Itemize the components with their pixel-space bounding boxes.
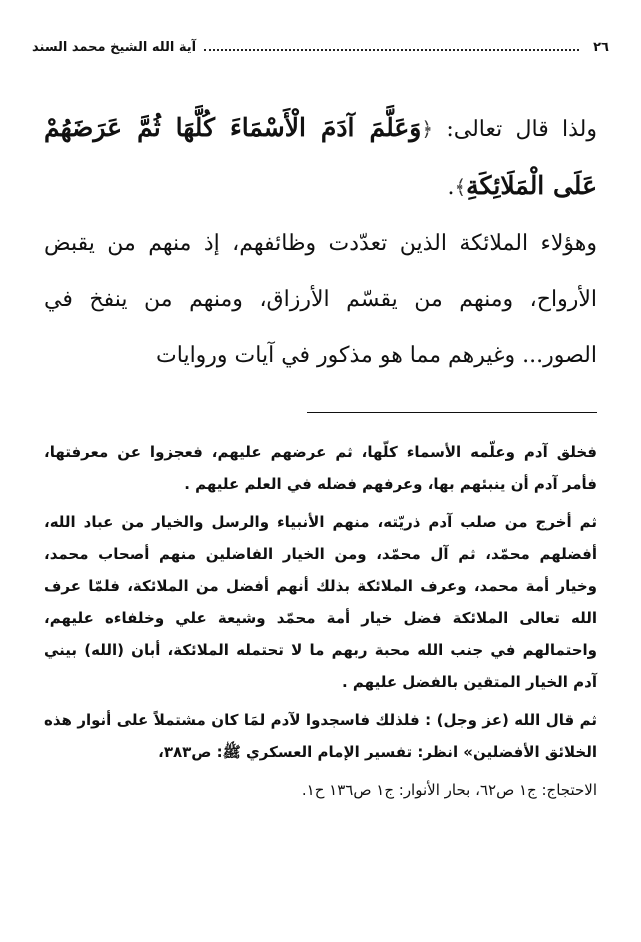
- footnote-separator: [307, 412, 597, 413]
- footnote: [44, 436, 597, 812]
- body-paragraph: وهؤلاء الملائكة الذين تعدّدت وظائفهم، إذ منهم من يقبض الأرواح، ومنهم من يقسّم الأرزاق، ومنهم من ينفخ في الصور... وغيرهم مما هو مذكور في آيات وروايات: [44, 231, 597, 368]
- footnote-paragraph-1: فخلق آدم وعلّمه الأسماء كلّها، ثم عرضهم عليهم، فعجزوا عن معرفتها، فأمر آدم أن ينبئهم بها، وعرفهم فضله في العلم عليهم .: [44, 443, 597, 493]
- footnote-paragraph-2: ثم أخرج من صلب آدم ذريّته، منهم الأنبياء والرسل والخيار من عباد الله، أفضلهم محمّد، ثم آل محمّد، ومن الخيار الفاضلين منهم أصحاب محمد، وخيار أمة محمد، وعرف الملائكة بذلك أنهم أفضل من الملائكة، فلمّا عرف الله تعالى الملائكة فضل خيار أمة محمّد وشيعة علي وخلفاءه عليهم، واحتمالهم في جنب الله محبة ربهم ما لا تحتمله الملائكة، أبان (الله) بيني آدم الخيار المتقين بالفضل عليهم .: [44, 513, 597, 691]
- running-header: [32, 34, 609, 60]
- quran-verse: وَعَلَّمَ آدَمَ الْأَسْمَاءَ كُلَّهَا ثُمَّ عَرَضَهُمْ عَلَى الْمَلَائِكَةِ: [44, 113, 597, 200]
- header-dot-leader: [204, 49, 579, 51]
- quran-bracket-close: ﴾: [454, 175, 467, 199]
- verse-paragraph: [44, 100, 597, 216]
- verse-intro: ولذا قال تعالى:: [446, 117, 597, 142]
- footnote-paragraph-3: ثم قال الله (عز وجل) : فلذلك فاسجدوا لآدم لمَا كان مشتملاً على أنوار هذه الخلائق الأفضلين» انظر: تفسير الإمام العسكري ﷺ: ص٣٨٣،: [44, 711, 597, 761]
- main-text: [44, 100, 597, 384]
- footnote-references: الاحتجاج: ج١ ص٦٢، بحار الأنوار: ج١ ص١٣٦ ح١.: [301, 781, 597, 799]
- verse-end-mark: .: [447, 175, 455, 200]
- page-number: ٢٦: [593, 39, 609, 55]
- header-title: آية الله الشيخ محمد السند: [32, 39, 197, 55]
- quran-bracket-open: ﴿: [421, 117, 434, 141]
